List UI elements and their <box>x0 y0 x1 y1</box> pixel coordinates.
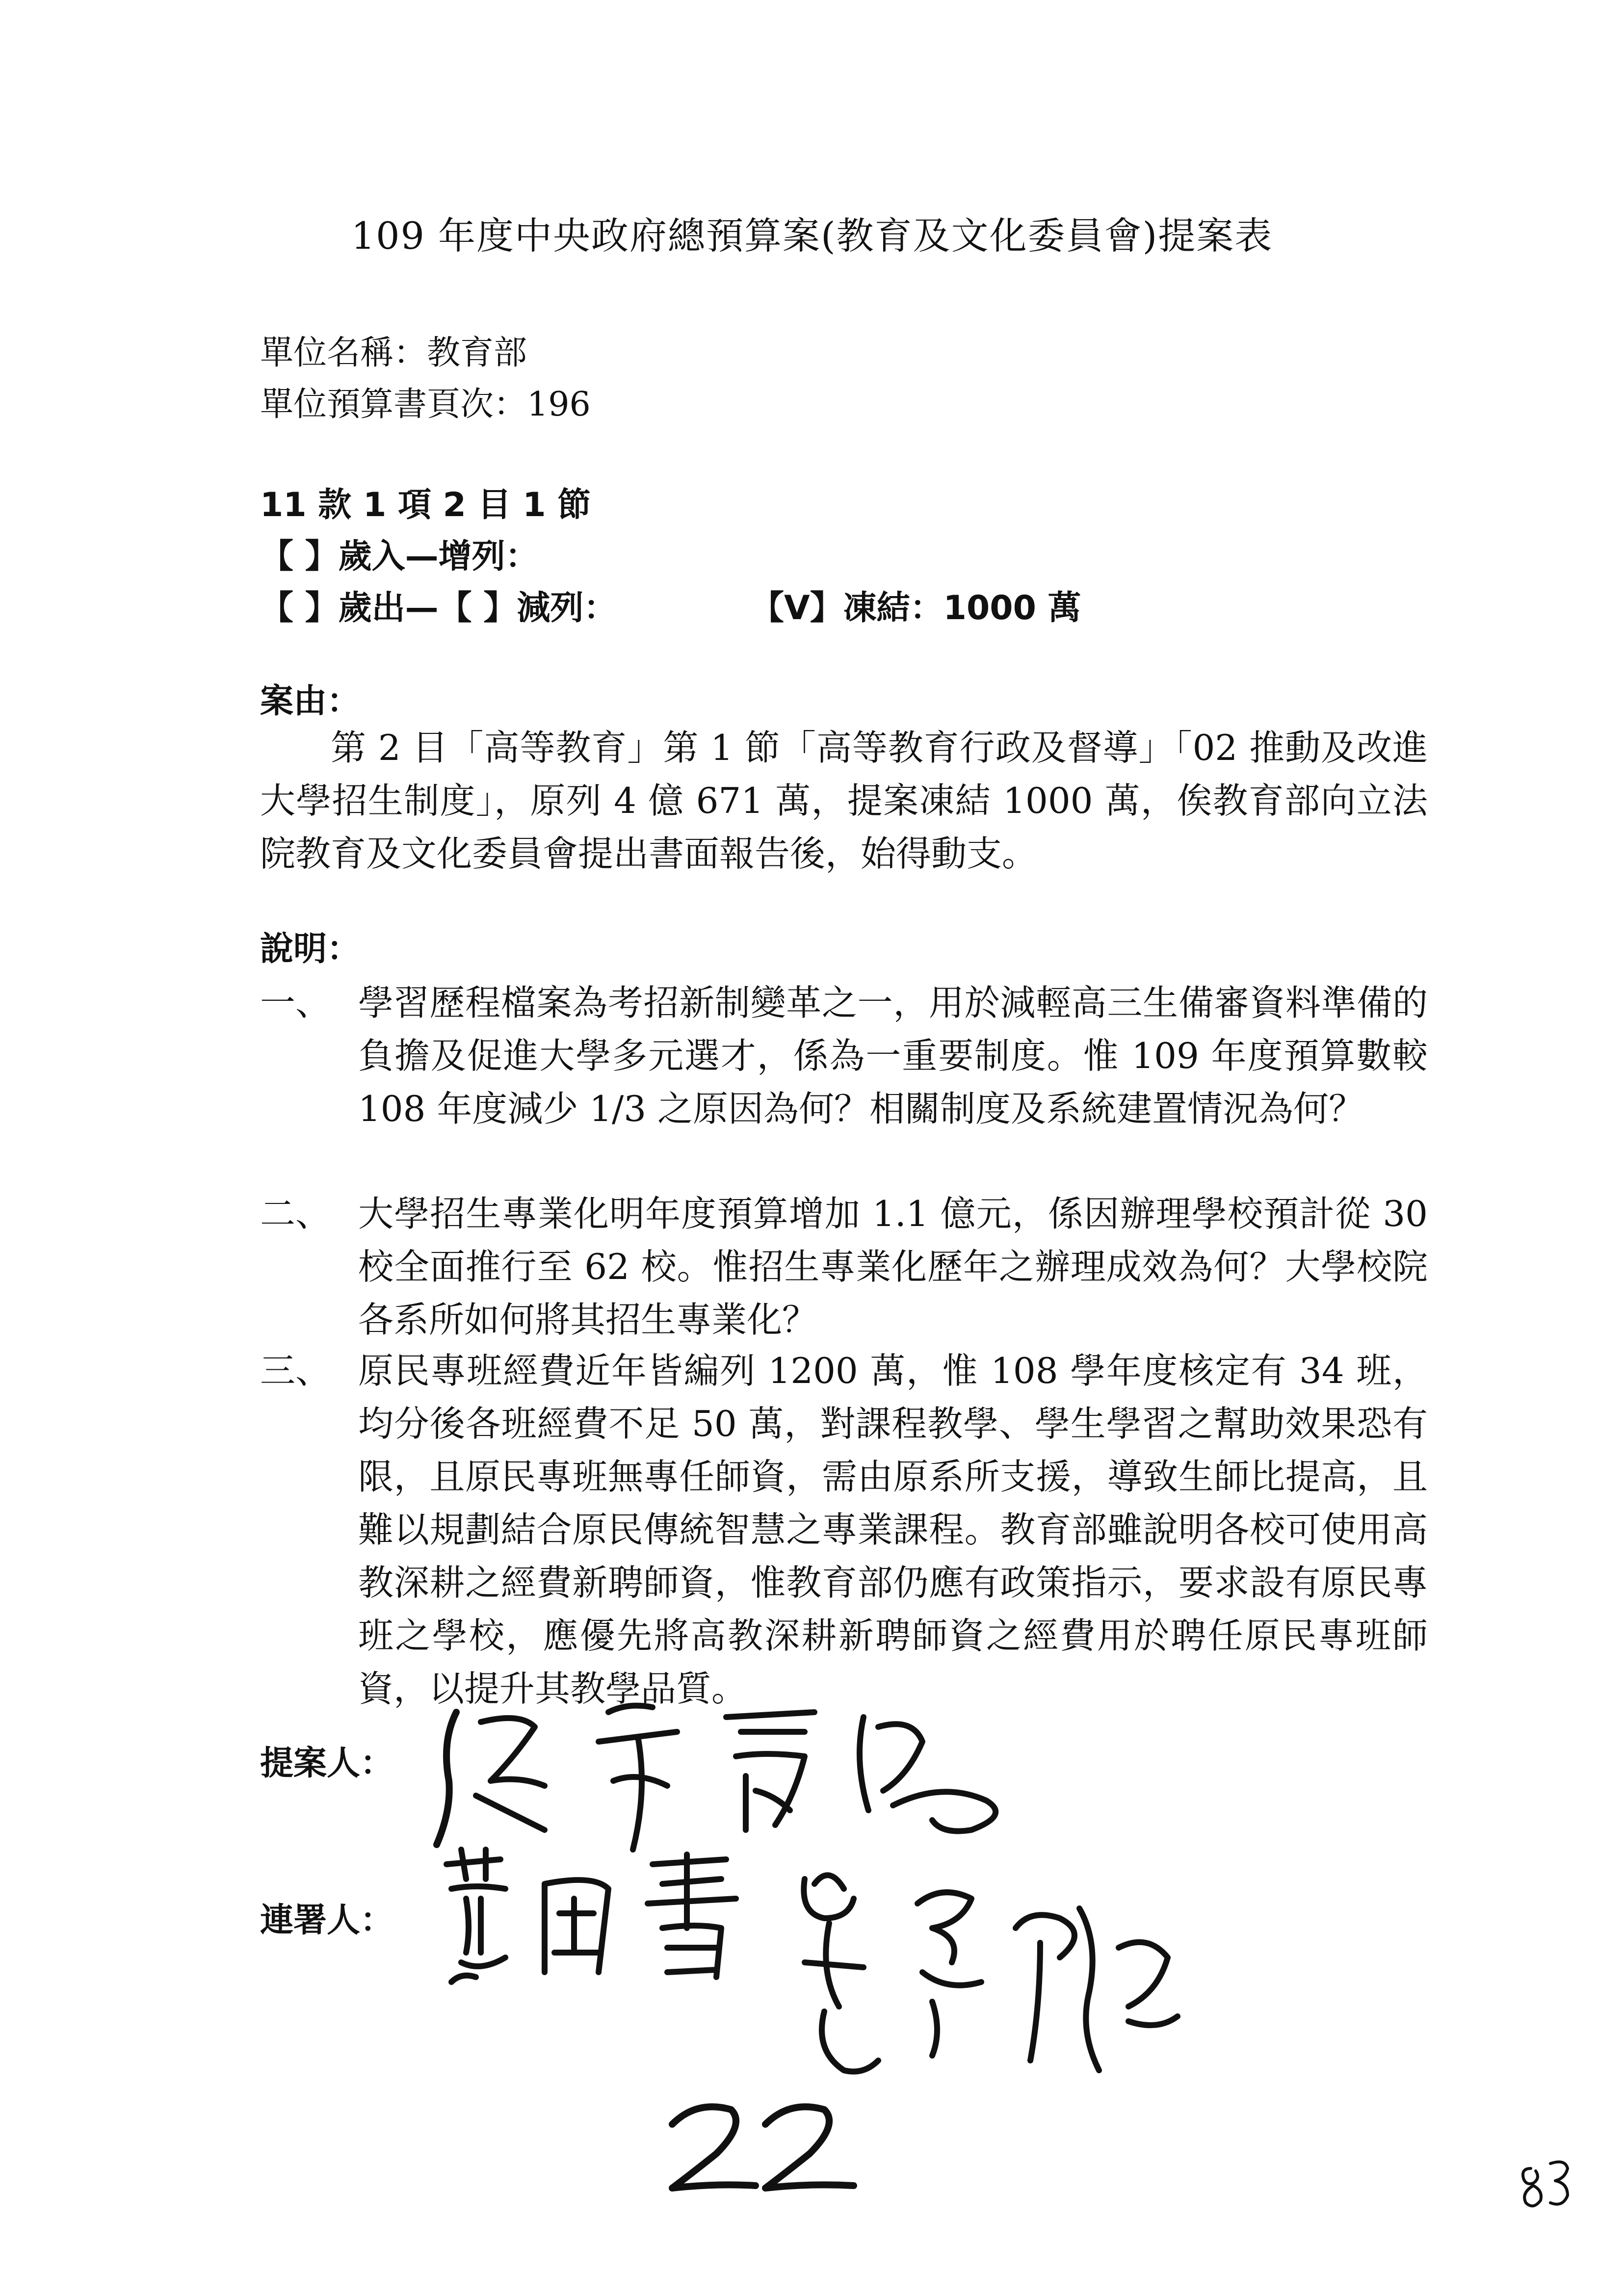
explanation-heading: 說明： <box>260 930 361 968</box>
proposer-label: 提案人： <box>260 1744 394 1783</box>
expense-decrease-line: 【 】歲出—【 】減列： <box>260 589 617 627</box>
explanation-item <box>260 976 1428 1135</box>
item-text: 學習歷程檔案為考招新制變革之一，用於減輕高三生備審資料準備的負擔及促進大學多元選才，係為一重要制度。惟 109 年度預算數較 108 年度減少 1/3 之原因為何？相關制度及系統建置情況為何？ <box>358 982 1428 1129</box>
cosigner-label: 連署人： <box>260 1901 394 1940</box>
unit-name: 單位名稱：教育部 <box>260 334 527 372</box>
cosigner-signature-1 <box>432 1845 775 2002</box>
page-title: 109 年度中央政府總預算案(教育及文化委員會)提案表 <box>351 214 1273 258</box>
handwritten-page-number <box>657 2090 873 2208</box>
revenue-increase-line: 【 】歲入—增列： <box>260 537 539 576</box>
item-number: 一、 <box>260 982 331 1023</box>
corner-mark <box>1511 2149 1580 2218</box>
cosigner-signature-2 <box>785 1845 1227 2110</box>
unit-budget-page: 單位預算書頁次：196 <box>260 385 591 424</box>
item-text: 原民專班經費近年皆編列 1200 萬，惟 108 學年度核定有 34 班，均分後各班經費不足 50 萬，對課程教學、學生學習之幫助效果恐有限，且原民專班無專任師資，需由原系所支援，導致生師比提高，且難以規劃結合原民傳統智慧之專業課程。教育部雖說明各校可使用高教深耕之經費新聘師資，惟教育部仍應有政策指示，要求設有原民專班之學校，應優先將高教深耕新聘師資之經費用於聘任原民專班師資，以提升其教學品質。 <box>358 1350 1428 1709</box>
budget-section: 11 款 1 項 2 目 1 節 <box>260 486 591 524</box>
explanation-item <box>260 1344 1428 1715</box>
reason-heading: 案由： <box>260 682 361 721</box>
reason-text: 第 2 目「高等教育」第 1 節「高等教育行政及督導」「02 推動及改進大學招生制度」，原列 4 億 671 萬，提案凍結 1000 萬，俟教育部向立法院教育及文化委員會提出書面報告後，始得動支。 <box>260 727 1428 874</box>
proposer-signature <box>422 1683 1060 1859</box>
item-number: 二、 <box>260 1193 331 1234</box>
item-text: 大學招生專業化明年度預算增加 1.1 億元，係因辦理學校預計從 30 校全面推行至 62 校。惟招生專業化歷年之辦理成效為何？大學校院各系所如何將其招生專業化？ <box>358 1193 1428 1340</box>
explanation-item <box>260 1187 1428 1346</box>
freeze-line: 【V】凍結：1000 萬 <box>751 589 1081 627</box>
item-number: 三、 <box>260 1350 331 1391</box>
